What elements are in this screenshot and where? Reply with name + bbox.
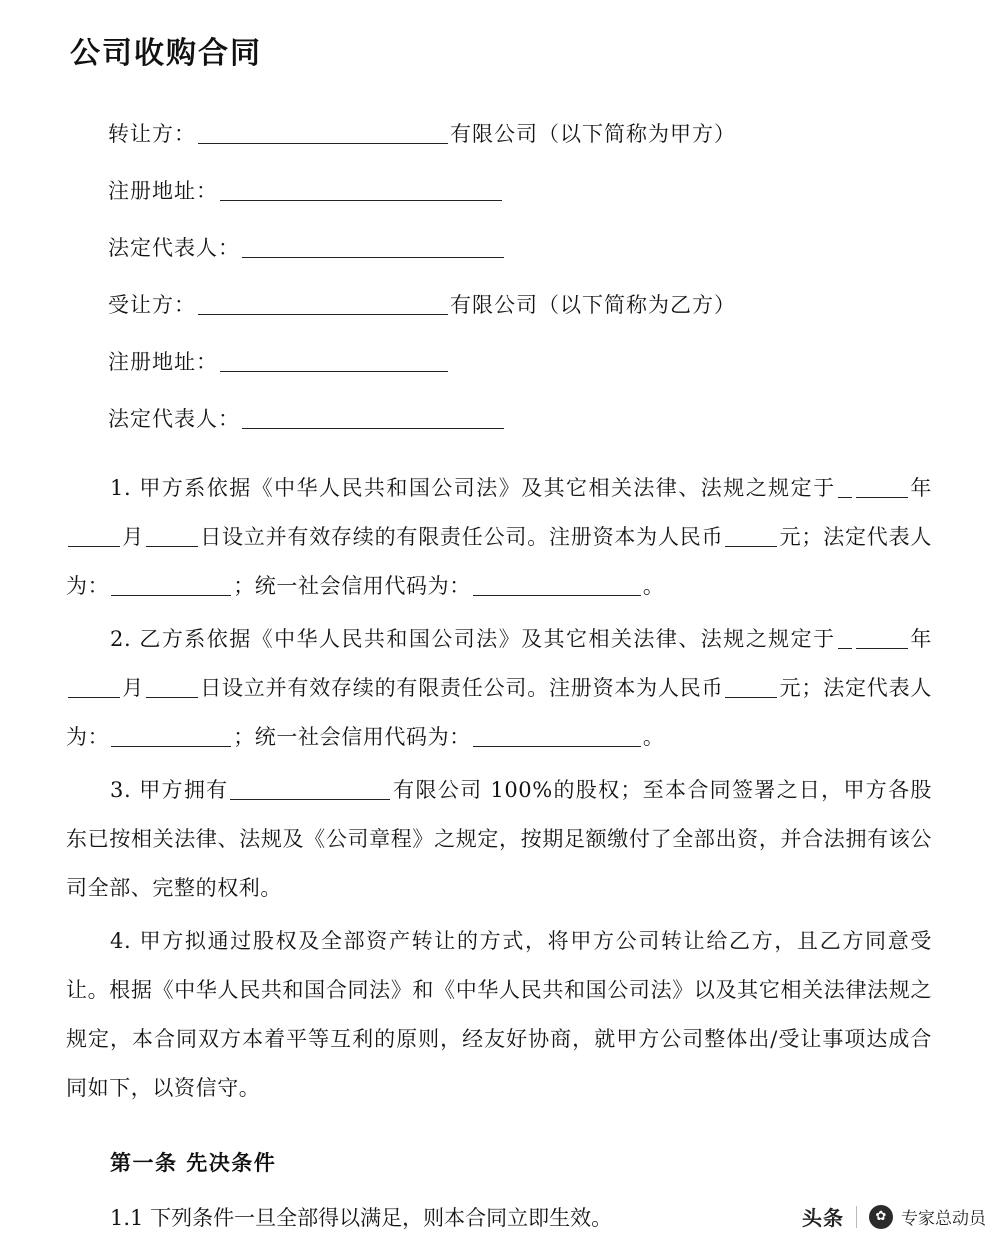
party-line (108, 106, 932, 163)
recital-text: 2. 乙方系依据《中华人民共和国公司法》及其它相关法律、法规之规定于 (110, 627, 836, 651)
recital-2 (66, 615, 932, 762)
fill-blank[interactable] (68, 526, 120, 547)
fill-blank[interactable] (220, 180, 502, 201)
party-label: 注册地址： (108, 350, 218, 374)
brand-watermark (802, 1202, 986, 1231)
party-line (108, 277, 932, 334)
fill-blank[interactable] (856, 628, 908, 649)
recital-text: 4. 甲方拟通过股权及全部资产转让的方式，将甲方公司转让给乙方，且乙方同意受让。根据《中华人民共和国合同法》和《中华人民共和国公司法》以及其它相关法律法规之规定，本合同双方本着平等互利的原则，经友好协商，就甲方公司整体出/受让事项达成合同如下，以资信守。 (66, 929, 932, 1100)
fill-blank[interactable] (242, 237, 504, 258)
fill-blank[interactable] (230, 779, 390, 800)
party-suffix: 有限公司（以下简称为甲方） (450, 122, 736, 146)
party-suffix: 有限公司（以下简称为乙方） (450, 293, 736, 317)
party-label: 转让方： (108, 122, 196, 146)
recital-text: 年 (909, 627, 933, 651)
account-name: 专家总动员 (901, 1209, 986, 1229)
section-heading: 第一条 先决条件 (110, 1150, 277, 1175)
fill-blank[interactable] (242, 408, 504, 429)
fill-blank[interactable] (725, 526, 777, 547)
party-label: 法定代表人： (108, 407, 240, 431)
fill-blank[interactable] (838, 477, 852, 498)
recital-text: 。 (642, 574, 665, 598)
fill-blank[interactable] (146, 677, 198, 698)
recital-4 (66, 917, 932, 1113)
party-line (108, 334, 932, 391)
party-line (108, 163, 932, 220)
fill-blank[interactable] (111, 726, 231, 747)
party-line (108, 391, 932, 448)
avatar: ✿ (869, 1205, 893, 1229)
party-label: 注册地址： (108, 179, 218, 203)
fill-blank[interactable] (725, 677, 777, 698)
divider (856, 1206, 857, 1228)
fill-blank[interactable] (856, 477, 908, 498)
fill-blank[interactable] (473, 726, 641, 747)
fill-blank[interactable] (198, 294, 448, 315)
party-line (108, 220, 932, 277)
clause-1-1: 1.1 下列条件一旦全部得以满足，则本合同立即生效。 (110, 1206, 613, 1230)
recital-text: ；统一社会信用代码为： (233, 574, 471, 598)
recital-text: 日设立并有效存续的有限责任公司。注册资本为人民币 (200, 676, 724, 700)
recital-text: 年 (909, 476, 933, 500)
fill-blank[interactable] (198, 123, 448, 144)
fill-blank[interactable] (473, 575, 641, 596)
recital-3 (66, 766, 932, 913)
fill-blank[interactable] (111, 575, 231, 596)
recital-text: 日设立并有效存续的有限责任公司。注册资本为人民币 (200, 525, 724, 549)
toutiao-logo: 头条 (802, 1208, 844, 1230)
recital-text: 元；法定代表人为： (66, 525, 932, 598)
recital-text: 1. 甲方系依据《中华人民共和国公司法》及其它相关法律、法规之规定于 (110, 476, 836, 500)
party-label: 受让方： (108, 293, 196, 317)
recital-1 (66, 464, 932, 611)
recital-text: 元；法定代表人为： (66, 676, 932, 749)
recital-text: ；统一社会信用代码为： (233, 725, 471, 749)
recital-text: 月 (122, 676, 144, 700)
fill-blank[interactable] (68, 677, 120, 698)
party-info-block (108, 106, 932, 448)
recital-text: 有限公司 100%的股权；至本合同签署之日，甲方各股东已按相关法律、法规及《公司章程》之规定，按期足额缴付了全部出资，并合法拥有该公司全部、完整的权利。 (66, 778, 932, 900)
page-title: 公司收购合同 (70, 36, 262, 71)
party-label: 法定代表人： (108, 236, 240, 260)
fill-blank[interactable] (838, 628, 852, 649)
fill-blank[interactable] (220, 351, 448, 372)
recital-text: 月 (122, 525, 144, 549)
recitals-block (66, 464, 932, 1113)
fill-blank[interactable] (146, 526, 198, 547)
recital-text: 。 (642, 725, 665, 749)
recital-text: 3. 甲方拥有 (110, 778, 229, 802)
